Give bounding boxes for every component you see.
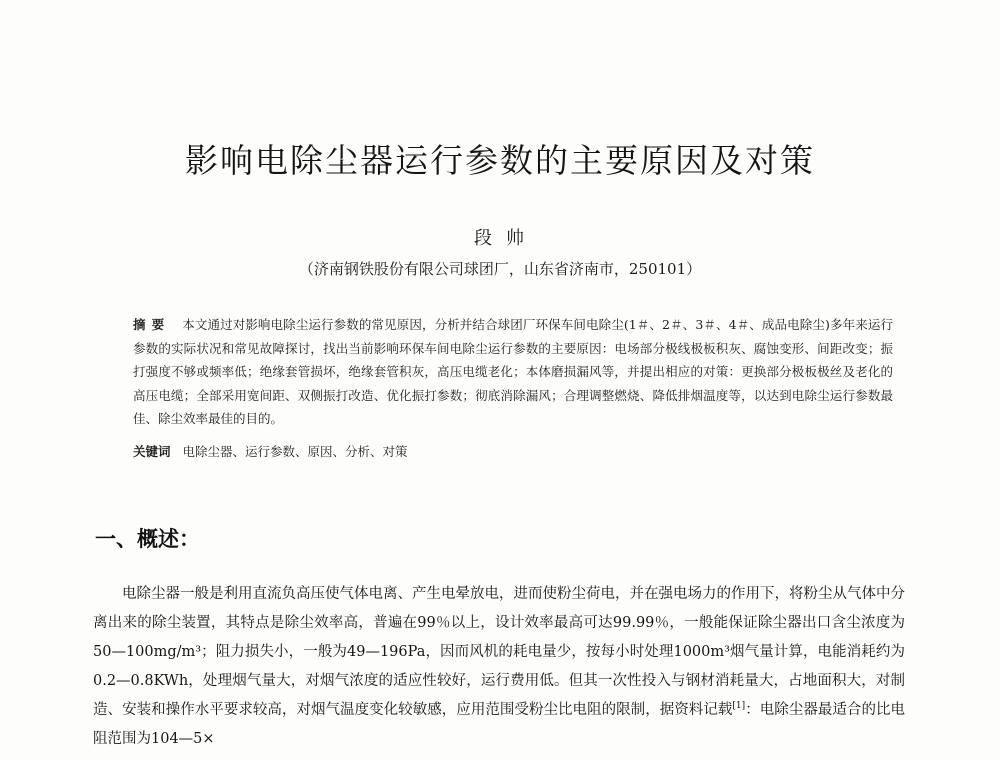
keywords-text: 电除尘器、运行参数、原因、分析、对策 bbox=[182, 444, 408, 459]
citation-reference: [1] bbox=[732, 701, 746, 712]
author-name: 段帅 bbox=[474, 228, 538, 249]
author-affiliation: （济南钢铁股份有限公司球团厂，山东省济南市，250101） bbox=[298, 260, 702, 278]
abstract-label: 摘要 bbox=[133, 317, 171, 332]
keywords bbox=[133, 442, 893, 460]
keywords-label: 关键词 bbox=[133, 444, 171, 459]
paper-title: 影响电除尘器运行参数的主要原因及对策 bbox=[185, 141, 815, 180]
body-paragraph-text: 电除尘器一般是利用直流负高压使气体电离、产生电晕放电，进而使粉尘荷电，并在强电场力的作用下，将粉尘从气体中分离出来的除尘装置，其特点是除尘效率高，普遍在99％以上，设计效率最高可达99.99％，一般能保证除尘器出口含尘浓度为50—100mg/m³；阻力损失小，一般为49—196Pa，因而风机的耗电量少，按每小时处理1000m³烟气量计算，电能消耗约为0.2—0.8KWh，处理烟气量大，对烟气浓度的适应性较好，运行费用低。但其一次性投入与钢材消耗量大，占地面积大，对制造、安装和操作水平要求较高，对烟气温度变化较敏感，应用范围受粉尘比电阻的限制，据资料记载 bbox=[93, 586, 905, 718]
section-heading-overview: 一、概述： bbox=[95, 527, 200, 551]
abstract-text: 本文通过对影响电除尘运行参数的常见原因，分析并结合球团厂环保车间电除尘(1＃、2＃、3＃、4＃、成品电除尘)多年来运行参数的实际状况和常见故障探讨，找出当前影响环保车间电除尘运行参数的主要原因：电场部分极线极板积灰、腐蚀变形、间距改变；振打强度不够或频率低；绝缘套管损坏，绝缘套管积灰，高压电缆老化；本体磨损漏风等，并提出相应的对策：更换部分极板极丝及老化的高压电缆；全部采用宽间距、双侧振打改造、优化振打参数；彻底消除漏风；合理调整燃烧、降低排烟温度等，以达到电除尘运行参数最佳、除尘效率最佳的目的。 bbox=[133, 317, 893, 426]
abstract bbox=[133, 313, 893, 431]
body-paragraph-continuation: ：电除尘器最适合的比电阻范围为104—5× bbox=[93, 702, 906, 747]
body-paragraph bbox=[93, 580, 905, 754]
